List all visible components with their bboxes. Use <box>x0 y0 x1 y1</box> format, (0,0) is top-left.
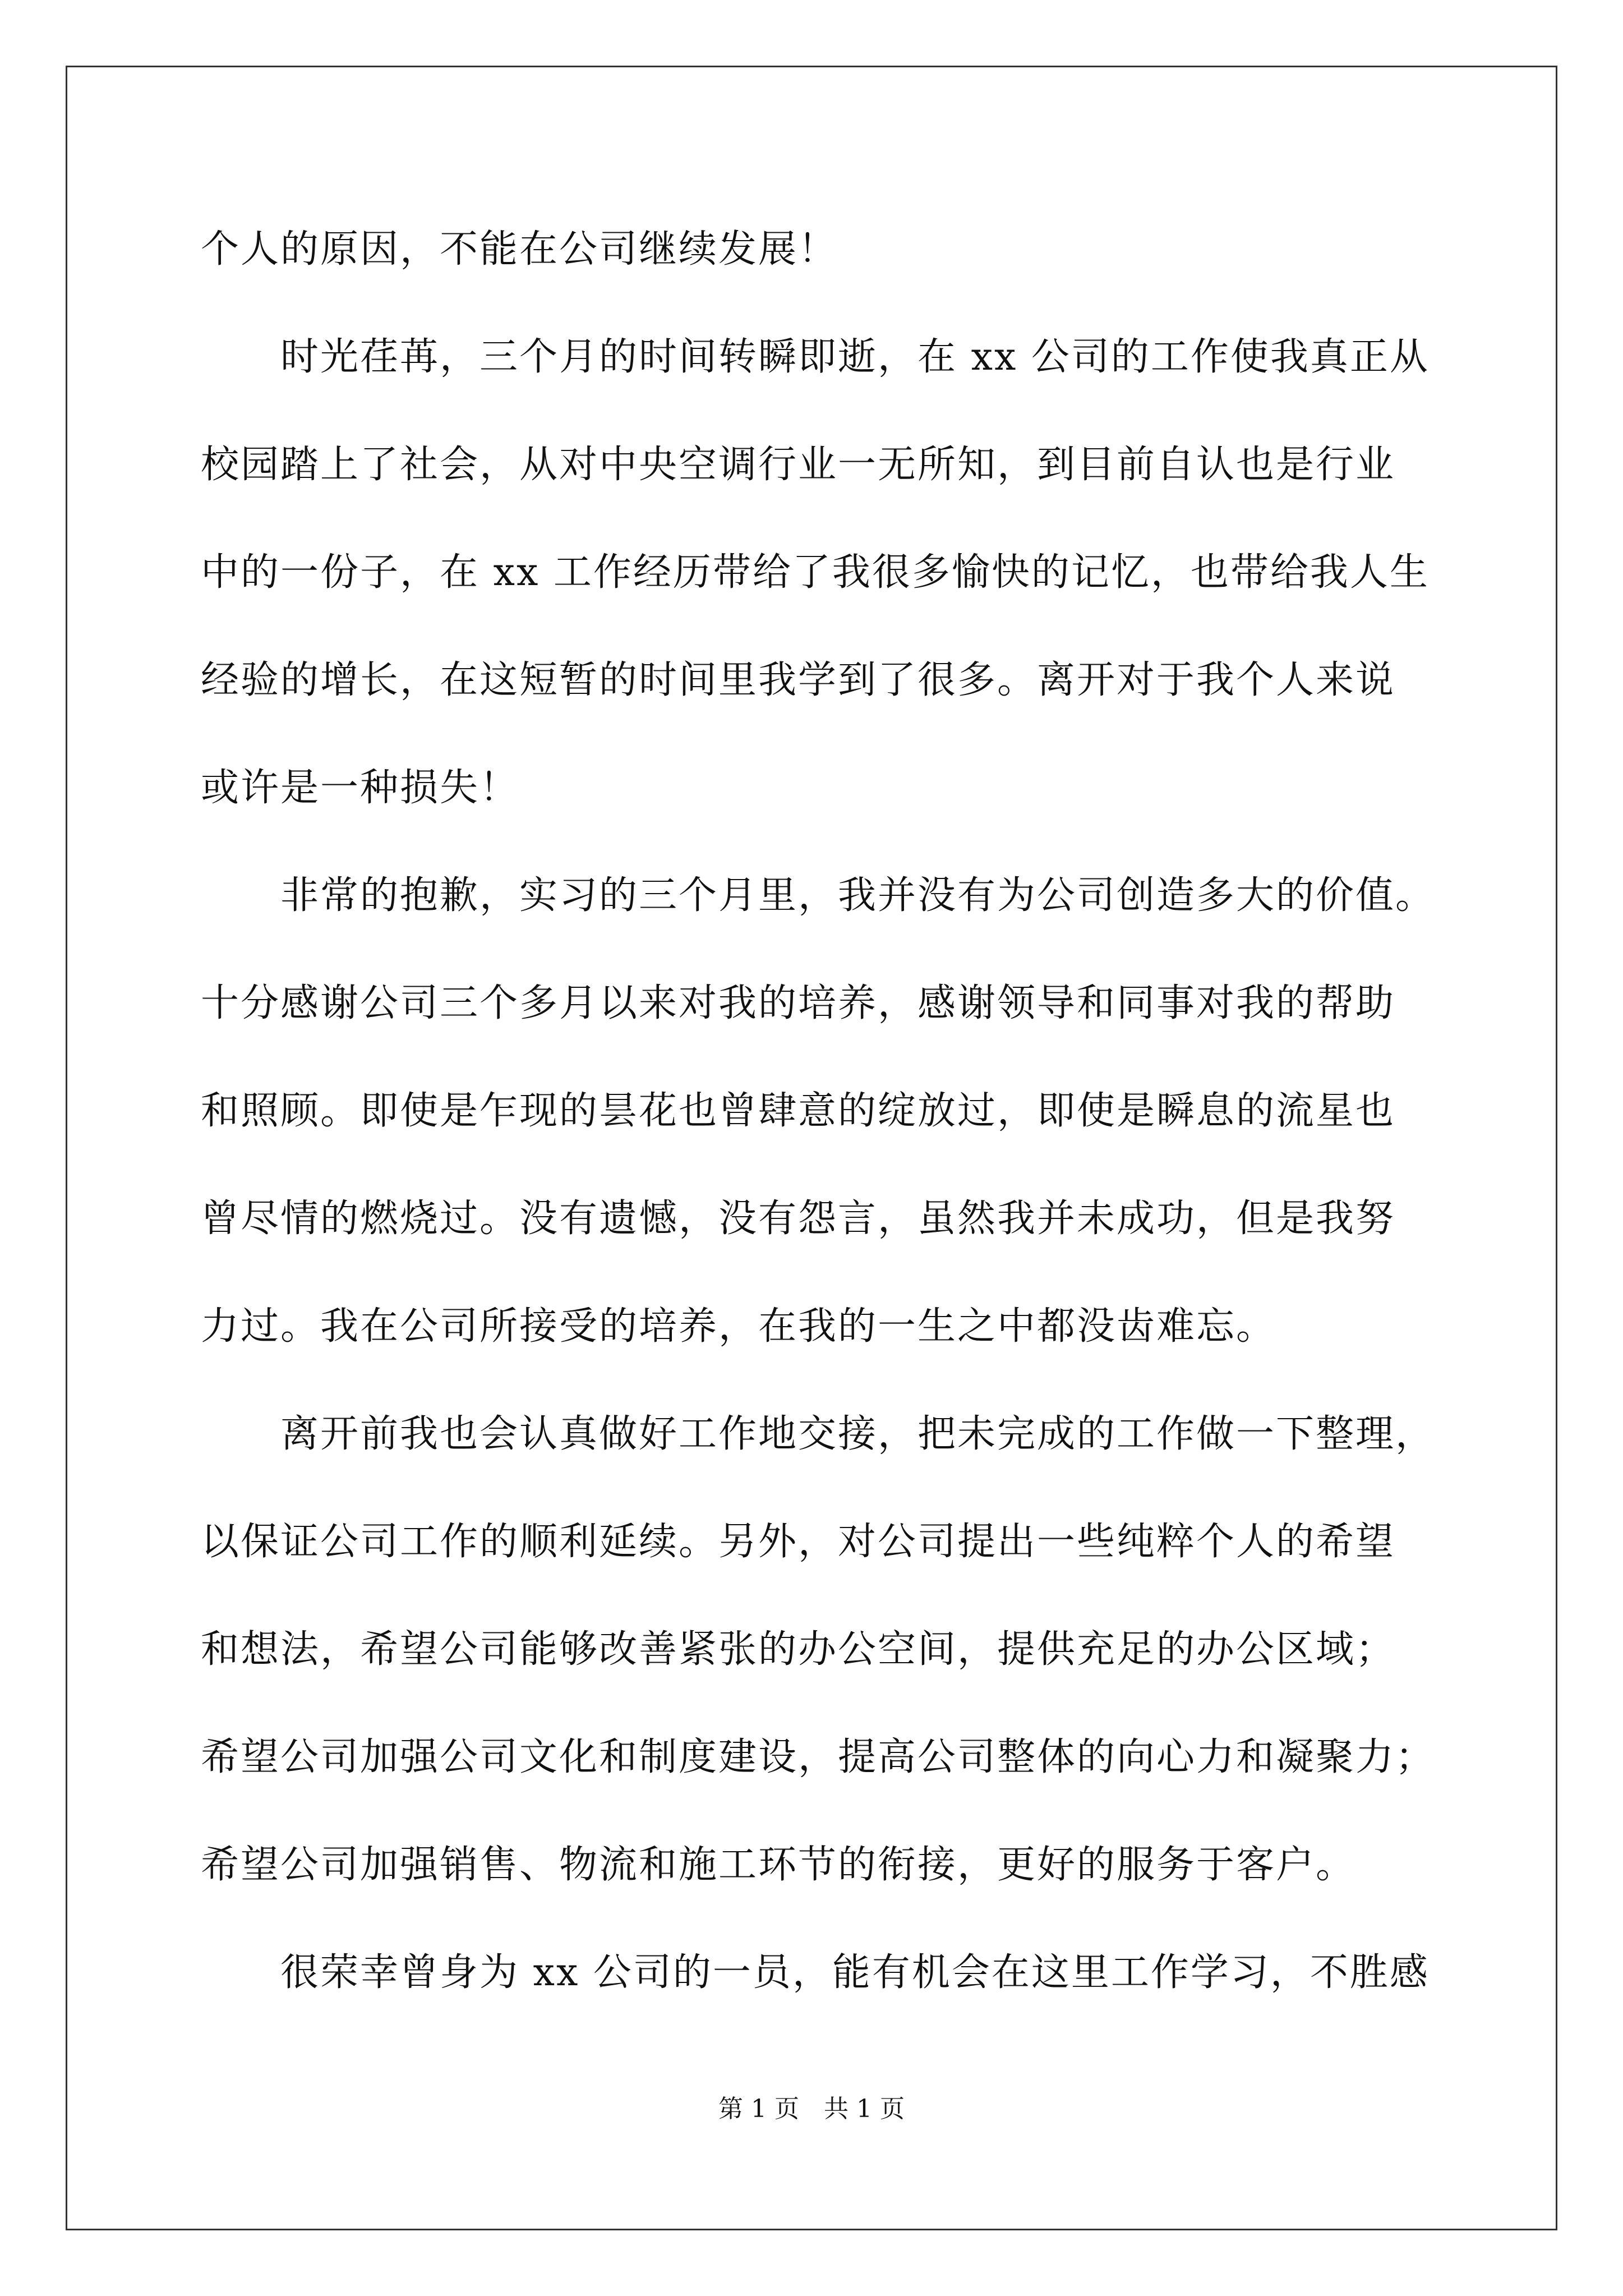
body-text-line: 曾尽情的燃烧过。没有遗憾，没有怨言，虽然我并未成功，但是我努 <box>201 1197 1396 1241</box>
body-text-line: 个人的原因，不能在公司继续发展！ <box>201 227 838 272</box>
page-frame <box>66 66 1557 2230</box>
paragraph-first-line: 很荣幸曾身为 xx 公司的一员，能有机会在这里工作学习，不胜感 <box>280 1950 1430 1995</box>
body-text-line: 或许是一种损失！ <box>201 766 520 810</box>
paragraph-first-line: 时光荏苒，三个月的时间转瞬即逝，在 xx 公司的工作使我真正从 <box>280 335 1430 379</box>
body-text-line: 十分感谢公司三个多月以来对我的培养，感谢领导和同事对我的帮助 <box>201 981 1396 1025</box>
body-text-line: 希望公司加强公司文化和制度建设，提高公司整体的向心力和凝聚力； <box>201 1735 1436 1779</box>
body-text-line: 力过。我在公司所接受的培养，在我的一生之中都没齿难忘。 <box>201 1304 1276 1349</box>
page-footer: 第 1 页 共 1 页 <box>718 2095 905 2123</box>
paragraph-first-line: 离开前我也会认真做好工作地交接，把未完成的工作做一下整理， <box>280 1412 1436 1456</box>
body-text-line: 中的一份子，在 xx 工作经历带给了我很多愉快的记忆，也带给我人生 <box>201 550 1430 595</box>
body-text-line: 希望公司加强销售、物流和施工环节的衔接，更好的服务于客户。 <box>201 1843 1356 1887</box>
body-text-line: 和照顾。即使是乍现的昙花也曾肆意的绽放过，即使是瞬息的流星也 <box>201 1089 1396 1133</box>
paragraph-first-line: 非常的抱歉，实习的三个月里，我并没有为公司创造多大的价值。 <box>280 873 1436 918</box>
body-text-line: 经验的增长，在这短暂的时间里我学到了很多。离开对于我个人来说 <box>201 658 1396 702</box>
body-text-line: 校园踏上了社会，从对中央空调行业一无所知，到目前自认也是行业 <box>201 443 1396 487</box>
body-text-line: 和想法，希望公司能够改善紧张的办公空间，提供充足的办公区域； <box>201 1627 1396 1672</box>
body-text-line: 以保证公司工作的顺利延续。另外，对公司提出一些纯粹个人的希望 <box>201 1520 1396 1564</box>
